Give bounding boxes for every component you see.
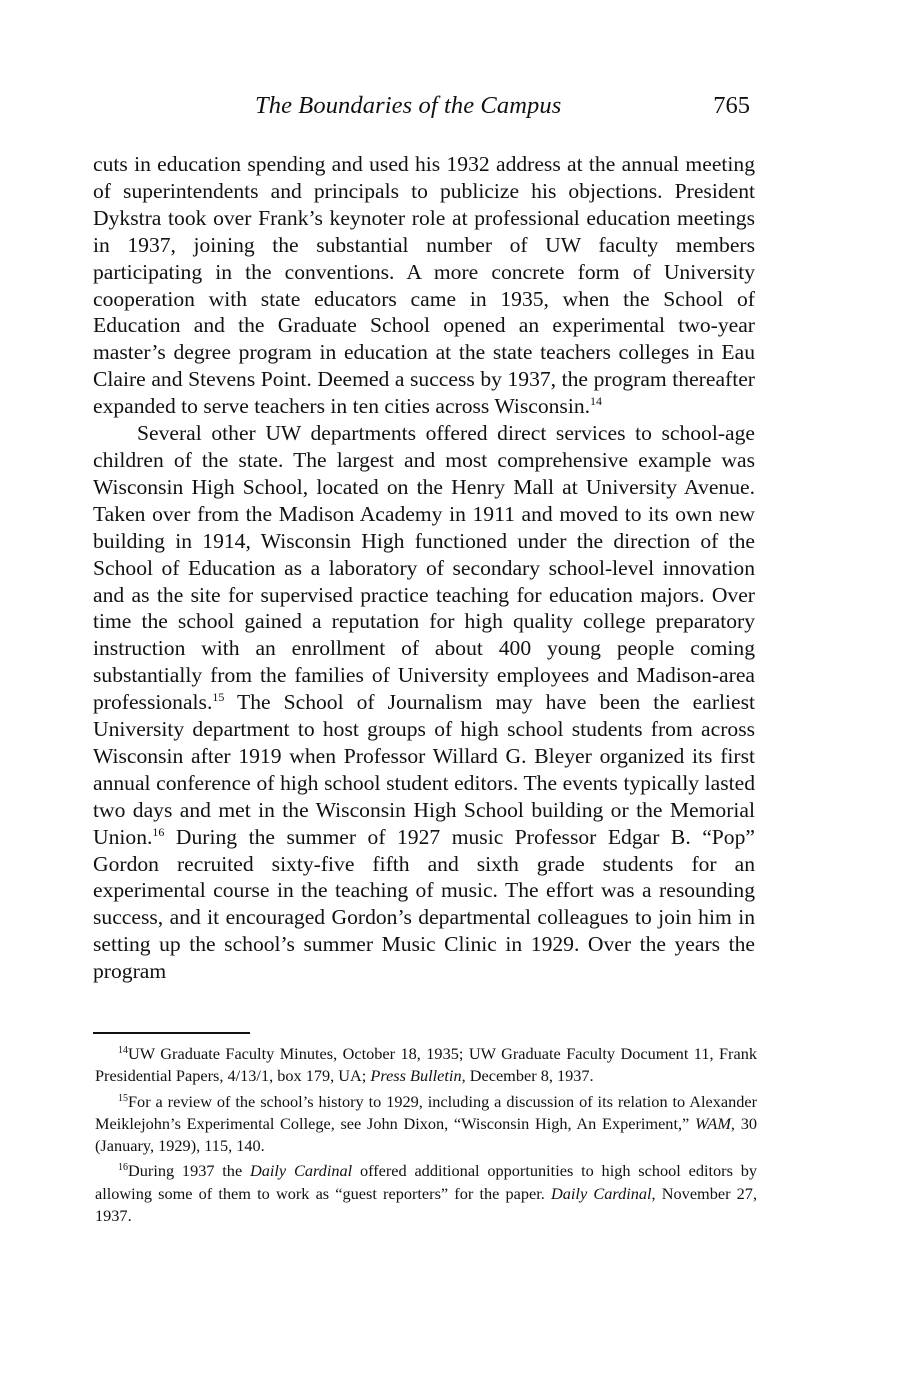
footnotes <box>95 1043 757 1230</box>
paragraph-2-text-b: The School of Journalism may have been the earliest University department to host groups of high school students from across Wisconsin after 1919 when Professor Willard G. Bleyer organized its first annual conference of high school student editors. The events typically lasted two days and met in the Wisconsin High School building or the Memorial Union. <box>93 690 755 849</box>
footnote-mark: 16 <box>118 1162 128 1174</box>
footnote-15-part-2: WAM <box>694 1113 731 1133</box>
footnote-ref-16: 16 <box>152 824 165 839</box>
footnote-ref-15: 15 <box>212 690 225 705</box>
paragraph-2 <box>93 420 755 985</box>
footnote-16-part-5: , November 27, 1937. <box>95 1183 758 1226</box>
footnote-15 <box>95 1091 757 1158</box>
footnote-16-part-1: During 1937 the <box>128 1161 250 1181</box>
footnote-16 <box>95 1160 757 1227</box>
footnote-15-part-1: For a review of the school’s history to 1929, including a discussion of its relation to Alexander Meiklejohn’s Experimental College, see John Dixon, “Wisconsin High, An Experiment,” <box>95 1091 757 1133</box>
footnote-16-part-2: Daily Cardinal <box>249 1161 353 1181</box>
running-title: The Boundaries of the Campus <box>255 92 562 119</box>
footnote-16-part-4: Daily Cardinal <box>551 1183 652 1203</box>
footnote-14-part-1: UW Graduate Faculty Minutes, October 18, 1935; UW Graduate Faculty Document 11, Frank Presidential Papers, 4/13/1, box 179, UA; <box>95 1044 757 1086</box>
footnote-mark: 14 <box>118 1045 128 1056</box>
paragraph-1 <box>93 151 755 420</box>
paragraph-1-text: cuts in education spending and used his 1932 address at the annual meeting of superintendents and principals to publicize his objections. President Dykstra took over Frank’s keynoter role at professional education meetings in 1937, joining the substantial number of UW faculty members participating in the conventions. A more concrete form of University cooperation with state educators came in 1935, when the School of Education and the Graduate School opened an experimental two-year master’s degree program in education at the state teachers colleges in Eau Claire and Stevens Point. Deemed a success by 1937, the program thereafter expanded to serve teachers in ten cities across Wisconsin. <box>93 152 755 419</box>
paragraph-2-text-c: During the summer of 1927 music Professor Edgar B. “Pop” Gordon recruited sixty-five fifth and sixth grade students for an experimental course in the teaching of music. The effort was a resounding success, and it encouraged Gordon’s departmental colleagues to join him in setting up the school’s summer Music Clinic in 1929. Over the years the program <box>93 824 755 984</box>
footnote-14-part-3: , December 8, 1937. <box>461 1066 594 1086</box>
running-head <box>0 92 907 132</box>
footnote-mark: 15 <box>118 1092 128 1104</box>
body-text <box>93 151 755 985</box>
page-number: 765 <box>713 92 750 119</box>
footnote-14-part-2: Press Bulletin <box>370 1066 462 1086</box>
footnote-16-part-3: offered additional opportunities to high school editors by allowing some of them to work as “guest reporters” for the paper. <box>95 1161 757 1203</box>
footnote-15-part-3: , 30 (January, 1929), 115, 140. <box>95 1113 757 1156</box>
footnote-rule <box>93 1032 250 1034</box>
paragraph-2-text-a: Several other UW departments offered direct services to school-age children of the state. The largest and most comprehensive example was Wisconsin High School, located on the Henry Mall at University Avenue. Taken over from the Madison Academy in 1911 and moved to its own new building in 1914, Wisconsin High functioned under the direction of the School of Education as a laboratory of secondary school-level innovation and as the site for supervised practice teaching for education majors. Over time the school gained a reputation for high quality college preparatory instruction with an enrollment of about 400 young people coming substantially from the families of University employees and Madison-area professionals. <box>93 421 755 715</box>
footnote-14 <box>95 1043 757 1088</box>
footnote-ref-14: 14 <box>590 394 603 409</box>
